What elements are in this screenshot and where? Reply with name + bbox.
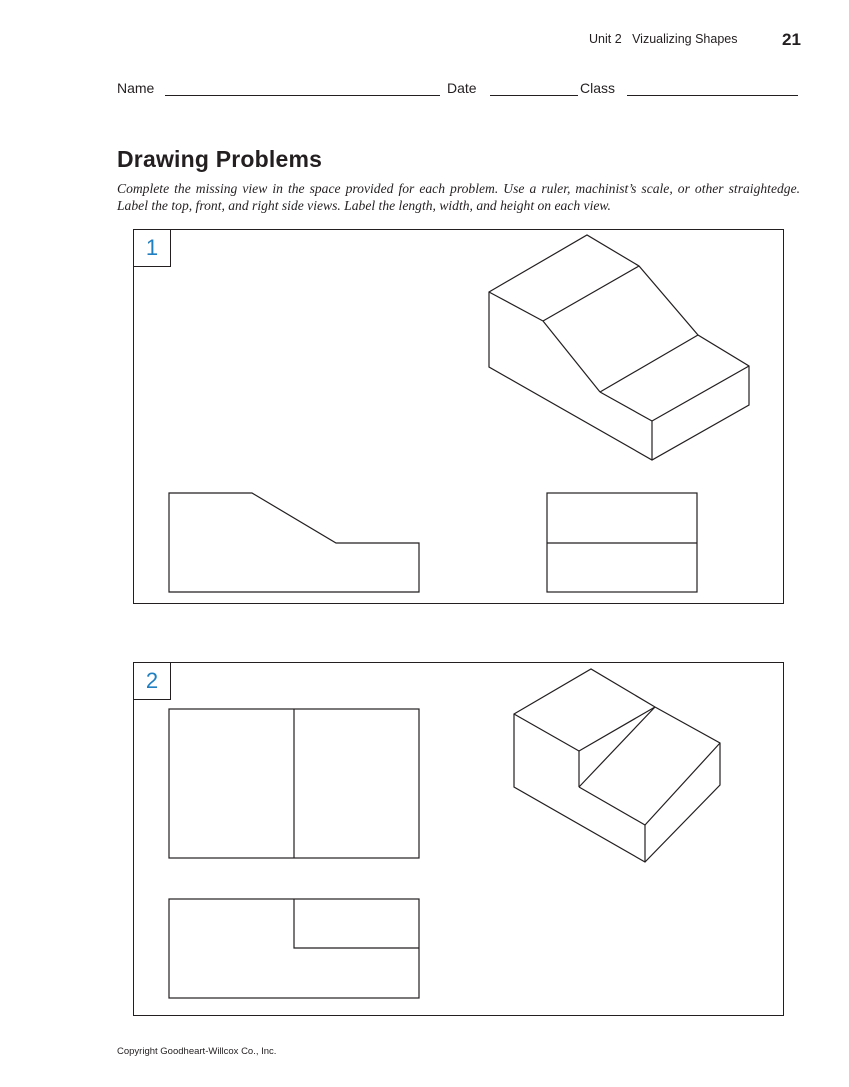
- problem-1-front-view: [169, 493, 419, 592]
- problem-2-number: 2: [133, 662, 171, 700]
- unit-label: Unit 2 Vizualizing Shapes: [589, 32, 738, 46]
- problem-2-top-view: [169, 709, 419, 858]
- problem-2-front-view: [169, 899, 419, 998]
- copyright: Copyright Goodheart-Willcox Co., Inc.: [117, 1046, 277, 1057]
- date-label: Date: [447, 80, 477, 96]
- instructions: Complete the missing view in the space provided for each problem. Use a ruler, machinist’s scale, or other straightedge. Label the top, front, and right side views. Label the length, width, and height on each view.: [117, 181, 800, 213]
- class-label: Class: [580, 80, 616, 96]
- name-label: Name: [117, 80, 155, 96]
- problem-1-number: 1: [133, 229, 171, 267]
- problem-2-isometric-drawing: [514, 669, 720, 862]
- problem-1-isometric-drawing: [489, 235, 749, 460]
- page-number: 21: [782, 30, 801, 49]
- section-title: Drawing Problems: [117, 146, 323, 172]
- problem-1-right-side-view: [547, 493, 697, 592]
